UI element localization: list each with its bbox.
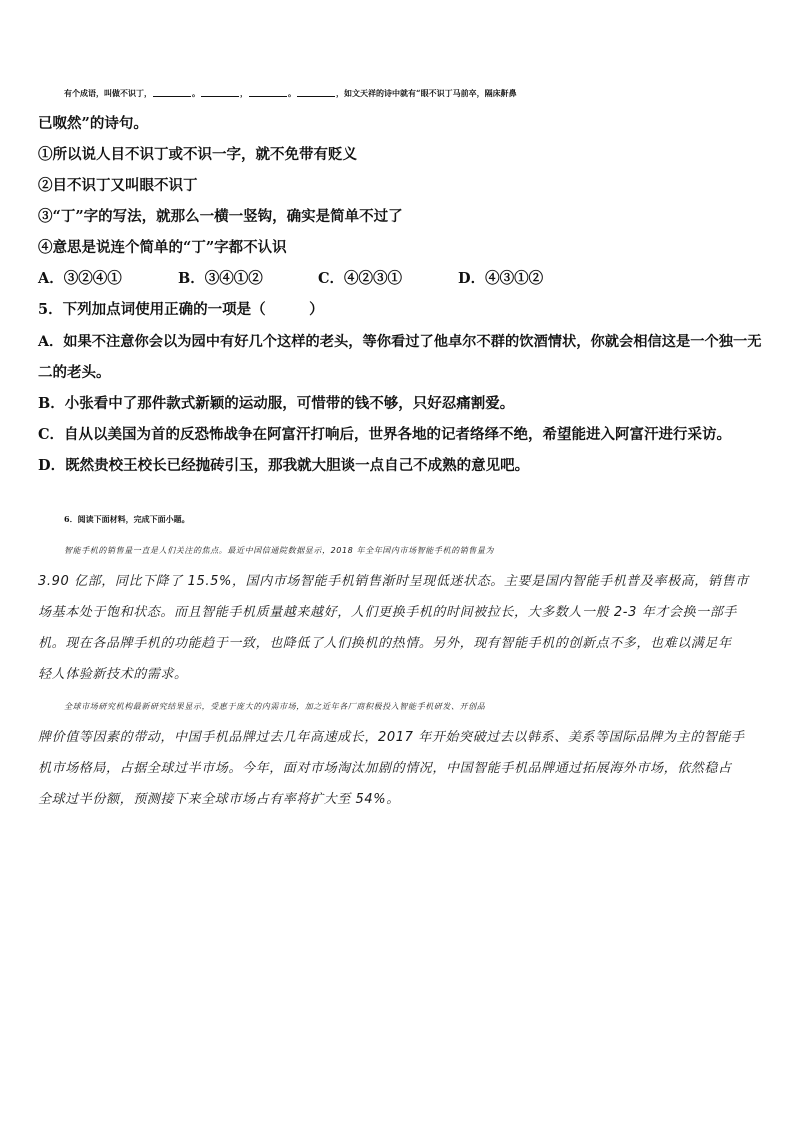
q4-stem-part-e: ，如文天祥的诗中就有“眼不识丁马前卒，隔床鼾鼻 (336, 88, 517, 98)
q6-passage-p2-line-2: 牌价值等因素的带动，中国手机品牌过去几年高速成长，2017 年开始突破过去以韩系、美系等国际品牌为主的智能手 (38, 730, 745, 745)
q4-stem-part-c: ， (240, 88, 248, 98)
q6-passage-p1-line-2: 3.90 亿部，同比下降了 15.5%，国内市场智能手机销售渐时呈现低迷状态。主要是国内智能手机普及率极高，销售市 (38, 574, 749, 589)
q4-stem-part-b: 。 (192, 88, 200, 98)
q6-passage-p2-line-3: 机市场格局，占据全球过半市场。今年，面对市场淘汰加剧的情况，中国智能手机品牌通过拓展海外市场，依然稳占 (38, 761, 732, 776)
q4-item-4: ④意思是说连个简单的“丁”字都不认识 (38, 239, 287, 256)
q4-stem-part-a: 有个成语，叫做不识丁， (64, 88, 152, 98)
q4-options (38, 269, 758, 289)
answer-blank (201, 82, 239, 97)
q4-option-b: B．③④①② (178, 270, 263, 287)
q5-option-a-line-2: 二的老头。 (38, 364, 111, 381)
q4-item-2: ②目不识丁又叫眼不识丁 (38, 177, 198, 194)
q5-stem: 5．下列加点词使用正确的一项是（ ） (38, 301, 324, 318)
q6-passage-p1-line-3: 场基本处于饱和状态。而且智能手机质量越来越好，人们更换手机的时间被拉长，大多数人一般 2-3 年才会换一部手 (38, 605, 737, 620)
answer-blank (249, 82, 287, 97)
q6-passage-p1-line-5: 轻人体验新技术的需求。 (38, 667, 188, 682)
q5-option-d: D．既然贵校王校长已经抛砖引玉，那我就大胆谈一点自己不成熟的意见吧。 (38, 457, 530, 474)
q4-item-1: ①所以说人目不识丁或不识一字，就不免带有贬义 (38, 146, 357, 163)
q4-item-3: ③“丁”字的写法，就那么一横一竖钩，确实是简单不过了 (38, 208, 403, 225)
q4-stem-line-1 (64, 82, 784, 103)
q5-option-c: C．自从以美国为首的反恐怖战争在阿富汗打响后，世界各地的记者络绎不绝，希望能进入阿富汗进行采访。 (38, 426, 732, 443)
q4-option-a: A．③②④① (38, 270, 122, 287)
q5-option-a-line-1: A．如果不注意你会以为园中有好几个这样的老头，等你看过了他卓尔不群的饮酒情状，你就会相信这是一个独一无 (38, 334, 762, 350)
q6-stem: 6．阅读下面材料，完成下面小题。 (64, 514, 190, 524)
q6-passage-p2-line-1: 全球市场研究机构最新研究结果显示，受惠于庞大的内需市场，加之近年各厂商积极投入智能手机研发、开创品 (64, 702, 486, 711)
answer-blank (153, 82, 191, 97)
q6-passage-p1-line-1: 智能手机的销售量一直是人们关注的焦点。最近中国信通院数据显示，2018 年全年国内市场智能手机的销售量为 (64, 546, 495, 555)
q4-option-c: C．④②③① (318, 270, 403, 287)
answer-blank (297, 82, 335, 97)
q4-option-d: D．④③①② (458, 270, 544, 287)
q4-stem-part-d: 。 (288, 88, 296, 98)
q4-stem-line-2: 已呶然”的诗句。 (38, 115, 148, 132)
q5-option-b: B．小张看中了那件款式新颖的运动服，可惜带的钱不够，只好忍痛割爱。 (38, 395, 515, 412)
q6-passage-p2-line-4: 全球过半份额，预测接下来全球市场占有率将扩大至 54%。 (38, 792, 400, 807)
q6-passage-p1-line-4: 机。现在各品牌手机的功能趋于一致，也降低了人们换机的热情。另外，现有智能手机的创新点不多，也难以满足年 (38, 636, 732, 651)
